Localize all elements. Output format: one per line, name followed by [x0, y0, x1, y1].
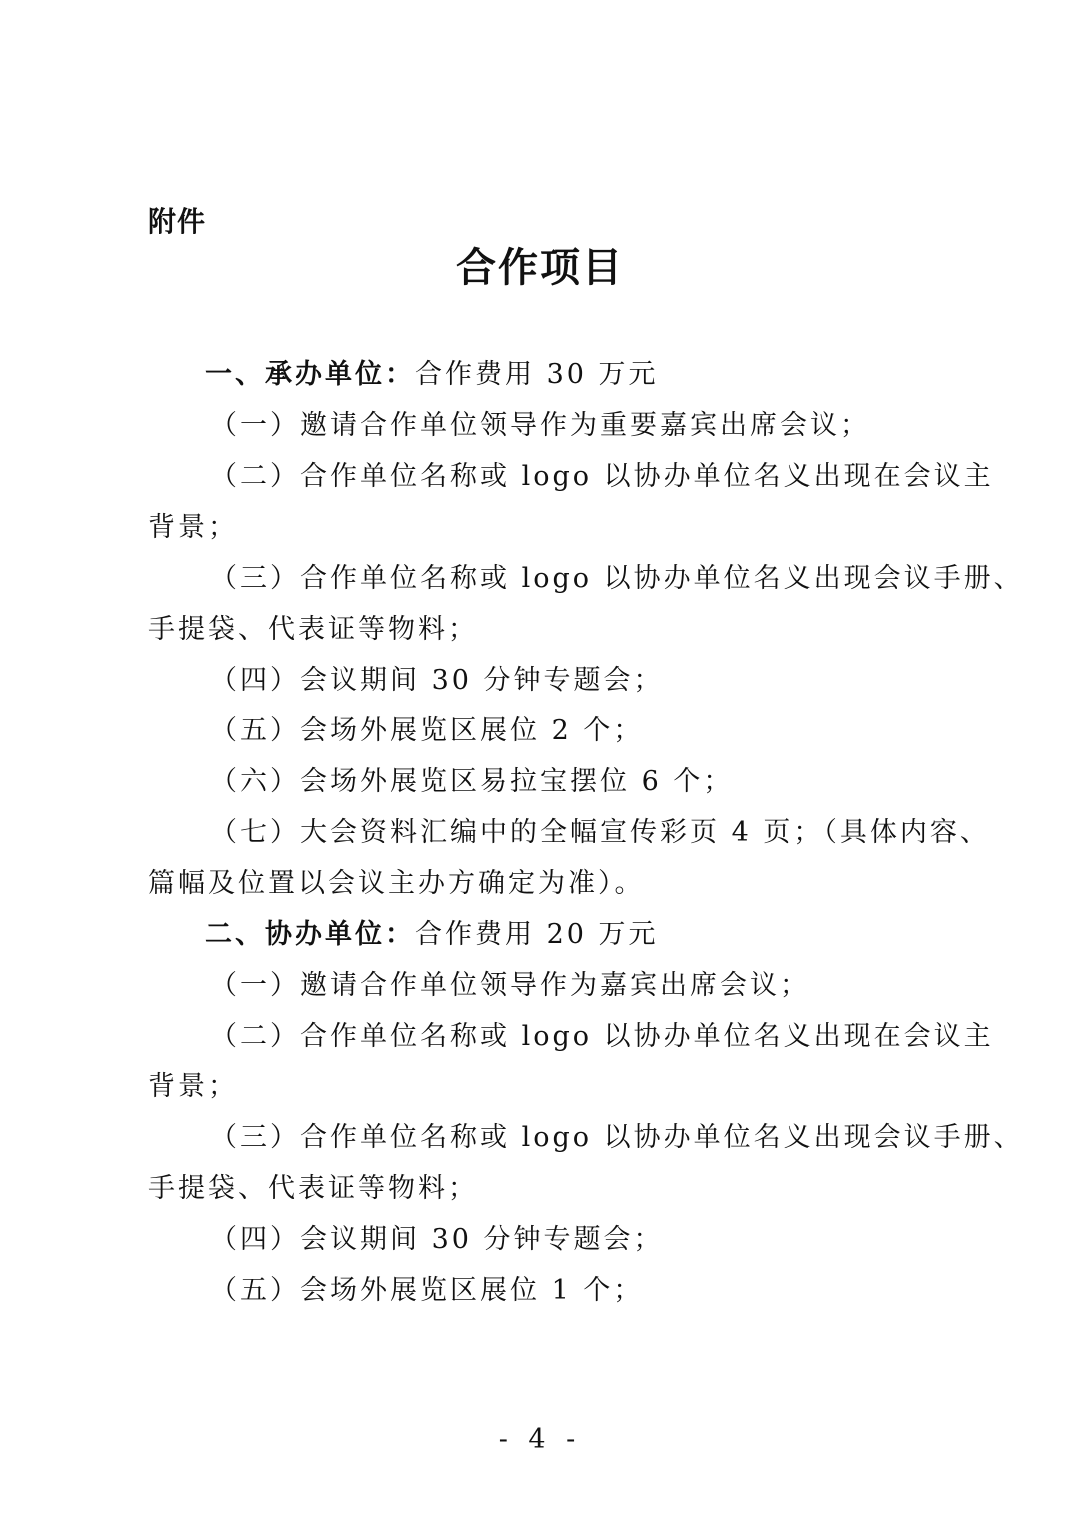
list-item-continuation: 背景； — [148, 1071, 238, 1102]
page-number: - 4 - — [498, 1424, 582, 1455]
page-title: 合作项目 — [456, 245, 624, 291]
list-item: （一）邀请合作单位领导作为重要嘉宾出席会议； — [210, 410, 870, 441]
list-item-continuation: 手提袋、代表证等物料； — [148, 614, 478, 645]
list-item: （一）邀请合作单位领导作为嘉宾出席会议； — [210, 970, 810, 1001]
list-item: （四）会议期间 30 分钟专题会； — [210, 1224, 664, 1255]
list-item: （二）合作单位名称或 logo 以协办单位名义出现在会议主 — [210, 461, 994, 492]
list-item-continuation: 背景； — [148, 512, 238, 543]
list-item: （三）合作单位名称或 logo 以协办单位名义出现会议手册、 — [210, 563, 1024, 594]
list-item: （五）会场外展览区展位 1 个； — [210, 1275, 644, 1306]
section-1-heading — [205, 355, 659, 395]
list-item-continuation: 篇幅及位置以会议主办方确定为准）。 — [148, 868, 645, 899]
list-item: （三）合作单位名称或 logo 以协办单位名义出现会议手册、 — [210, 1122, 1024, 1153]
list-item: （五）会场外展览区展位 2 个； — [210, 715, 644, 746]
attachment-label: 附件 — [148, 205, 207, 238]
list-item-continuation: 手提袋、代表证等物料； — [148, 1173, 478, 1204]
list-item: （二）合作单位名称或 logo 以协办单位名义出现在会议主 — [210, 1021, 994, 1052]
section-2-heading-label: 二、协办单位： — [205, 919, 415, 950]
list-item: （七）大会资料汇编中的全幅宣传彩页 4 页；（具体内容、 — [210, 817, 990, 848]
list-item: （四）会议期间 30 分钟专题会； — [210, 665, 664, 696]
section-2-heading — [205, 915, 659, 955]
list-item: （六）会场外展览区易拉宝摆位 6 个； — [210, 766, 734, 797]
section-1-heading-label: 一、承办单位： — [205, 359, 415, 390]
section-1-fee: 合作费用 30 万元 — [415, 359, 659, 390]
section-2-fee: 合作费用 20 万元 — [415, 919, 659, 950]
